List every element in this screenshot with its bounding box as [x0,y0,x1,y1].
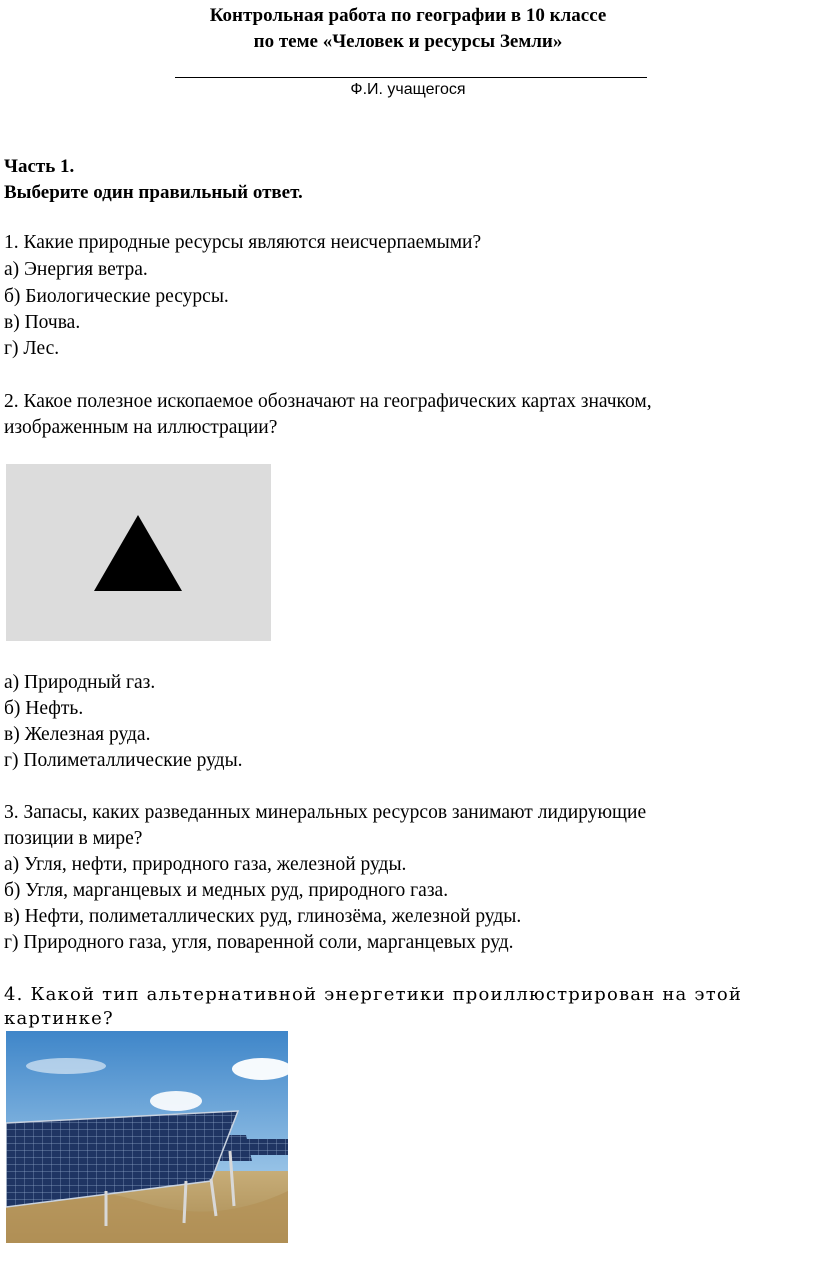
question-1-option-d: г) Лес. [4,338,60,359]
question-2-text-line-1: 2. Какое полезное ископаемое обозначают на географических картах значком, [4,391,652,412]
question-3-text-line-2: позиции в мире? [4,828,143,849]
question-4-text-line-2: картинке? [4,1008,114,1029]
question-3-option-c: в) Нефти, полиметаллических руд, глинозёма, железной руды. [4,906,522,927]
solar-panels-icon [6,1031,288,1243]
question-3-option-b: б) Угля, марганцевых и медных руд, природного газа. [4,880,449,901]
question-2-option-d: г) Полиметаллические руды. [4,750,243,771]
question-2-option-b: б) Нефть. [4,698,84,719]
question-3-text-line-1: 3. Запасы, каких разведанных минеральных ресурсов занимают лидирующие [4,802,647,823]
document-title-line-1: Контрольная работа по географии в 10 классе [209,5,607,26]
part-heading: Часть 1. [4,156,75,177]
triangle-illustration [6,464,271,641]
question-1-text: 1. Какие природные ресурсы являются неисчерпаемыми? [4,232,482,253]
part-instruction: Выберите один правильный ответ. [4,182,303,203]
question-1-option-a: а) Энергия ветра. [4,259,148,280]
document-title-line-2: по теме «Человек и ресурсы Земли» [253,31,563,52]
question-4-text-line-1: 4. Какой тип альтернативной энергетики проиллюстрирован на этой [4,984,743,1005]
student-name-label: Ф.И. учащегося [350,81,466,98]
solar-panels-photo [6,1031,288,1243]
black-triangle-icon [6,464,271,641]
name-underline [175,77,647,78]
question-2-option-c: в) Железная руда. [4,724,151,745]
question-2-option-a: а) Природный газ. [4,672,156,693]
question-1-option-b: б) Биологические ресурсы. [4,286,229,307]
question-3-option-a: а) Угля, нефти, природного газа, железной руды. [4,854,407,875]
question-1-option-c: в) Почва. [4,312,81,333]
question-2-text-line-2: изображенным на иллюстрации? [4,417,278,438]
question-3-option-d: г) Природного газа, угля, поваренной соли, марганцевых руд. [4,932,514,953]
